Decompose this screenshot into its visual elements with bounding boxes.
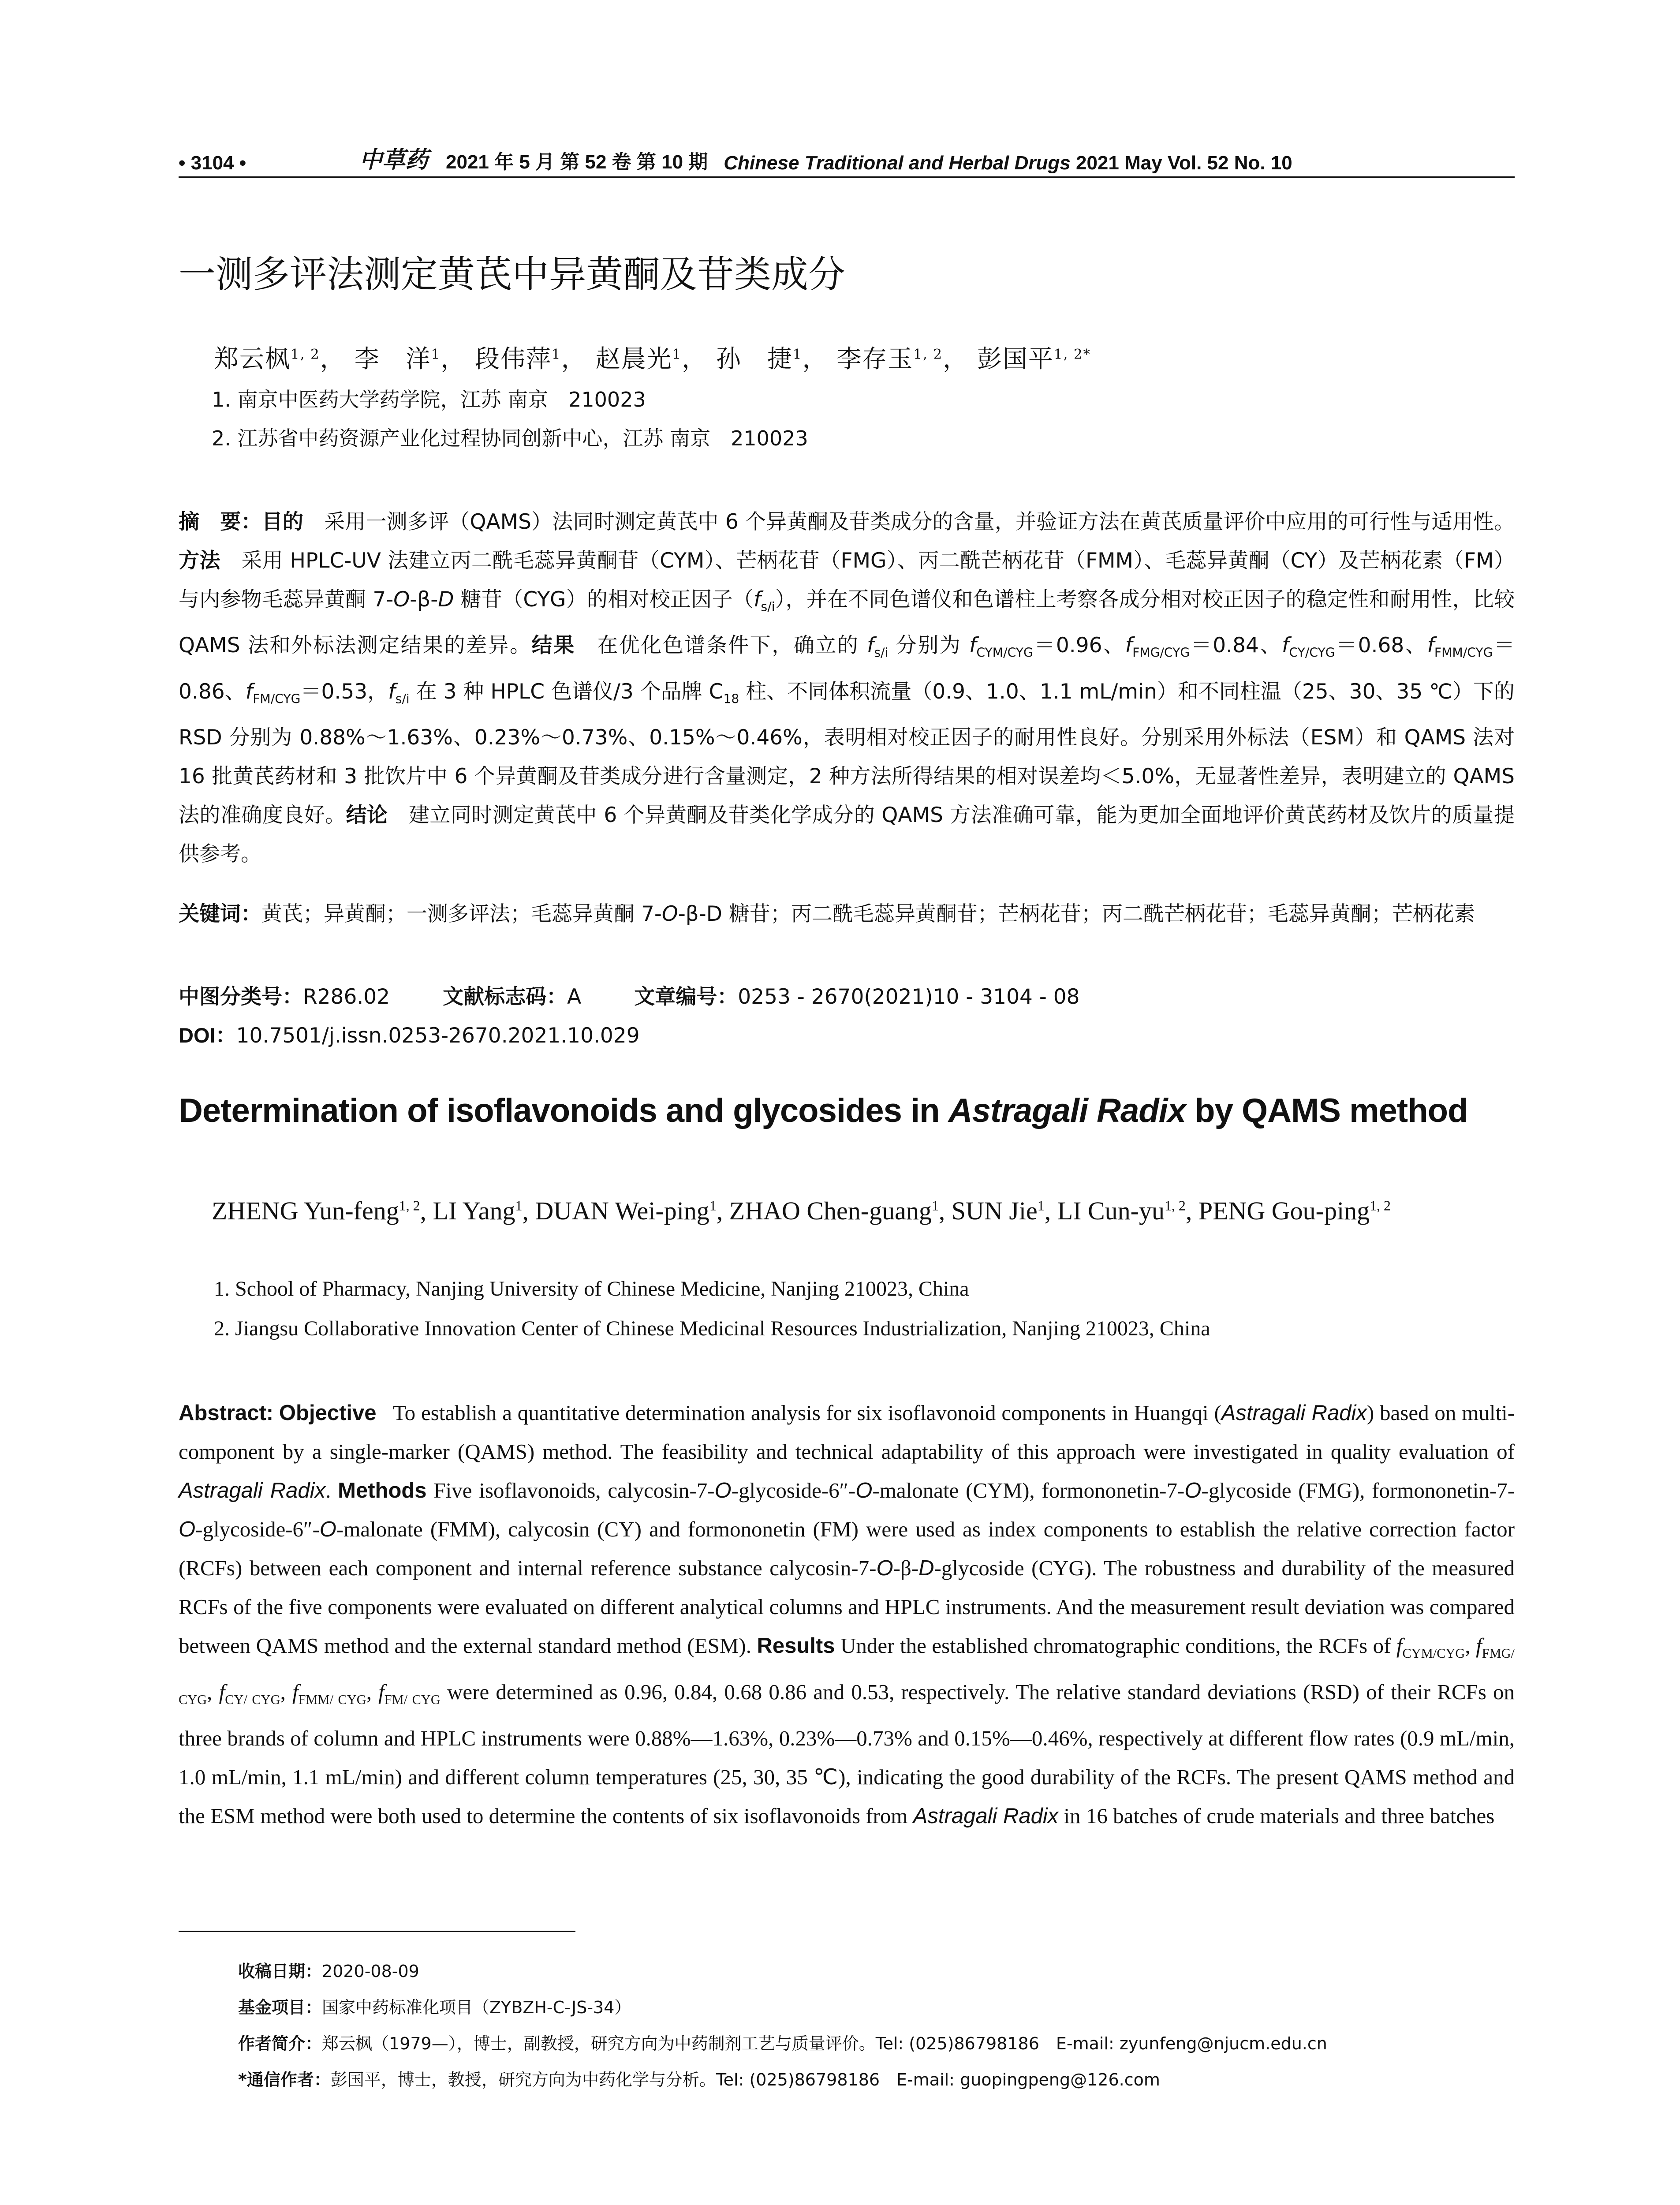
methods-label-cn: 方法 — [179, 549, 220, 573]
header-rule — [179, 176, 1515, 178]
author-cn: 彭国平$^{1, 2*}$ — [977, 345, 1091, 374]
objective-text-en: To establish a quantitative determination analysis for six isoflavonoid components in Huangqi (Astragali Radix) based on multi-component by a single-marker (QAMS) method. The feasibility and technical adaptability of this approach were investigated in quality evaluation of Astragali Radix. — [179, 1401, 1515, 1502]
article-number: 文章编号：0253 - 2670(2021)10 - 3104 - 08 — [634, 985, 1080, 1009]
results-label-cn: 结果 — [531, 633, 575, 658]
affiliation-cn-1: 1. 南京中医药大学药学院，江苏 南京 210023 — [212, 388, 646, 411]
results-text-cn: 在优化色谱条件下，确立的 $f_{s/i}$ 分别为 $f_{CYM/CYG}=0.96$、$f_{FMG/CYG}=0.84$、$f_{CY/CYG}=0.68$、$f_{FMM/CYG}=0.86$、$f_{FM/CYG}=0.53$，$f_{s/i}$ 在 3 种 HPLC 色谱仪/3 个品牌 $C_{18}$ 柱、不同体积流量（0.9、1.0、1.1 mL/min）和不同柱温（25、30、35 ℃）下的 RSD 分别为 0.88%～1.63%、0.23%～0.73%、0.15%～0.46%，表明相对校正因子的耐用性良好。分别采用外标法（ESM）和 QAMS 法对 16 批黄芪药材和 3 批饮片中 6 个异黄酮及苷类成分进行含量测定，2 种方法所得结果的相对误差均＜5.0%，无显著性差异，表明建立的 QAMS 法的准确度良好。 — [179, 633, 1515, 828]
author-en: PENG Gou-ping$^{1, 2}$ — [1198, 1196, 1391, 1226]
footnote-received: 收稿日期：2020-08-09 — [238, 1962, 419, 1981]
methods-text-cn: 采用 HPLC-UV 法建立丙二酰毛蕊异黄酮苷（CYM）、芒柄花苷（FMG）、丙二酰芒柄花苷（FMM）、毛蕊异黄酮（CY）及芒柄花素（FM）与内参物毛蕊异黄酮 7-O-β-D 糖苷（CYG）的相对校正因子$(f_{s/i})$，并在不同色谱仪和色谱柱上考察各成分相对校正因子的稳定性和耐用性，比较 QAMS 法和外标法测定结果的差异。 — [179, 549, 1515, 658]
footnote-author-bio: 作者简介：郑云枫（1979—），博士，副教授，研究方向为中药制剂工艺与质量评价。Tel: (025)86798186 E-mail: zyunfeng@njucm.edu.cn — [238, 2034, 1327, 2053]
author-list-cn: 郑云枫$^{1, 2}$， 李 洋$^1$， 段伟萍$^1$， 赵晨光$^1$， 孙 捷$^1$， 李存玉$^{1, 2}$， 彭国平$^{1, 2*}$ — [214, 345, 1091, 374]
affiliation-en-2: 2. Jiangsu Collaborative Innovation Center of Chinese Medicinal Resources Industrialization, Nanjing 210023, China — [214, 1317, 1210, 1340]
objective-label-cn: 目的 — [261, 510, 304, 534]
abstract-label-cn: 摘 要： — [179, 510, 262, 534]
article-title-cn: 一测多评法测定黄芪中异黄酮及苷类成分 — [179, 253, 846, 296]
document-code: 文献标志码：A — [443, 985, 582, 1009]
running-header — [179, 143, 1501, 174]
author-list-en: ZHENG Yun-feng$^{1, 2}$, LI Yang$^1$, DUAN Wei-ping$^1$, ZHAO Chen-guang$^1$, SUN Jie$^1$, LI Cun-yu$^{1, 2}$, PENG Gou-ping$^{1, 2}$ — [212, 1196, 1391, 1226]
keywords-text: 黄芪；异黄酮；一测多评法；毛蕊异黄酮 7-O-β-D 糖苷；丙二酰毛蕊异黄酮苷；芒柄花苷；丙二酰芒柄花苷；毛蕊异黄酮；芒柄花素 — [261, 902, 1475, 926]
author-cn: 郑云枫$^{1, 2}$ — [214, 345, 320, 374]
footnote-funding: 基金项目：国家中药标准化项目（ZYBZH-C-JS-34） — [238, 1998, 631, 2017]
keywords-label: 关键词： — [179, 902, 261, 926]
doi-value: 10.7501/j.issn.0253-2670.2021.10.029 — [236, 1024, 640, 1048]
abstract-label-en: Abstract: — [179, 1401, 274, 1425]
author-cn: 孙 捷$^1$ — [716, 345, 803, 374]
keywords-cn — [179, 895, 1515, 933]
footnote-rule — [179, 1931, 575, 1932]
issue-info-cn: 2021 年 5 月 第 52 卷 第 10 期 — [446, 151, 708, 173]
page-number: • 3104 • — [179, 152, 246, 174]
journal-name-en: Chinese Traditional and Herbal Drugs — [724, 152, 1071, 174]
methods-label-en: Methods — [338, 1479, 427, 1502]
article-title-en: Determination of isoflavonoids and glycosides in Astragali Radix by QAMS method — [179, 1092, 1468, 1129]
doi-line — [179, 1017, 1515, 1054]
classification-line — [179, 978, 1515, 1016]
conclusion-text-cn: 建立同时测定黄芪中 6 个异黄酮及苷类化学成分的 QAMS 方法准确可靠，能为更加全面地评价黄芪药材及饮片的质量提供参考。 — [179, 803, 1515, 867]
methods-text-en: Five isoflavonoids, calycosin-7-O-glycoside-6″-O-malonate (CYM), formononetin-7-O-glycoside (FMG), formononetin-7-O-glycoside-6″-O-malonate (FMM), calycosin (CY) and formononetin (FM) were used as index components to establish the relative correction factor (RCFs) between each component and internal reference substance calycosin-7-O-β-D-glycoside (CYG). The robustness and durability of the measured RCFs of the five components were evaluated on different analytical columns and HPLC instruments. And the measurement result deviation was compared between QAMS method and the external standard method (ESM). — [179, 1478, 1515, 1658]
objective-label-en: Objective — [279, 1401, 377, 1425]
author-cn: 李 洋$^1$ — [354, 345, 441, 374]
author-en: ZHENG Yun-feng$^{1, 2}$ — [212, 1196, 420, 1226]
clc-number: 中图分类号：R286.02 — [179, 985, 390, 1009]
footnote-corresponding: *通信作者：彭国平，博士，教授，研究方向为中药化学与分析。Tel: (025)86798186 E-mail: guopingpeng@126.com — [238, 2070, 1160, 2089]
issue-info-en-text: 2021 May Vol. 52 No. 10 — [1075, 152, 1292, 174]
author-cn: 段伟萍$^1$ — [475, 345, 561, 374]
issue-info-en — [1071, 152, 1076, 174]
affiliation-cn-2: 2. 江苏省中药资源产业化过程协同创新中心，江苏 南京 210023 — [212, 426, 808, 450]
conclusion-label-cn: 结论 — [346, 803, 388, 828]
author-en: ZHAO Chen-guang$^1$ — [729, 1196, 939, 1226]
results-label-en: Results — [757, 1634, 835, 1658]
author-cn: 李存玉$^{1, 2}$ — [836, 345, 943, 374]
journal-name-cn: 中草药 — [359, 146, 429, 173]
doi-label: DOI： — [179, 1024, 236, 1047]
author-en: DUAN Wei-ping$^1$ — [535, 1196, 717, 1226]
author-en: LI Yang$^1$ — [433, 1196, 523, 1226]
results-text-en: Under the established chromatographic conditions, the RCFs of $f_{CYM/CYG}$, $f_{FMG/ CYG}$, $f_{CY/ CYG}$, $f_{FMM/ CYG}$, $f_{FM/ CYG}$ were determined as 0.96, 0.84, 0.68 0.86 and 0.53, respectively. The relative standard deviations (RSD) of their RCFs on three brands of column and HPLC instruments were 0.88%—1.63%, 0.23%—0.73% and 0.15%—0.46%, respectively at different flow rates (0.9 mL/min, 1.0 mL/min, 1.1 mL/min) and different column temperatures (25, 30, 35 ℃), indicating the good durability of the RCFs. The present QAMS method and the ESM method were both used to determine the contents of six isoflavonoids from Astragali Radix in 16 batches of crude materials and three batches — [179, 1633, 1515, 1828]
author-cn: 赵晨光$^1$ — [595, 345, 682, 374]
abstract-cn — [179, 503, 1515, 874]
objective-text-cn: 采用一测多评（QAMS）法同时测定黄芪中 6 个异黄酮及苷类成分的含量，并验证方法在黄芪质量评价中应用的可行性与适用性。 — [324, 510, 1515, 534]
abstract-en — [179, 1394, 1515, 1835]
affiliation-en-1: 1. School of Pharmacy, Nanjing University of Chinese Medicine, Nanjing 210023, China — [214, 1277, 969, 1301]
author-en: LI Cun-yu$^{1, 2}$ — [1057, 1196, 1186, 1226]
author-en: SUN Jie$^1$ — [951, 1196, 1045, 1226]
